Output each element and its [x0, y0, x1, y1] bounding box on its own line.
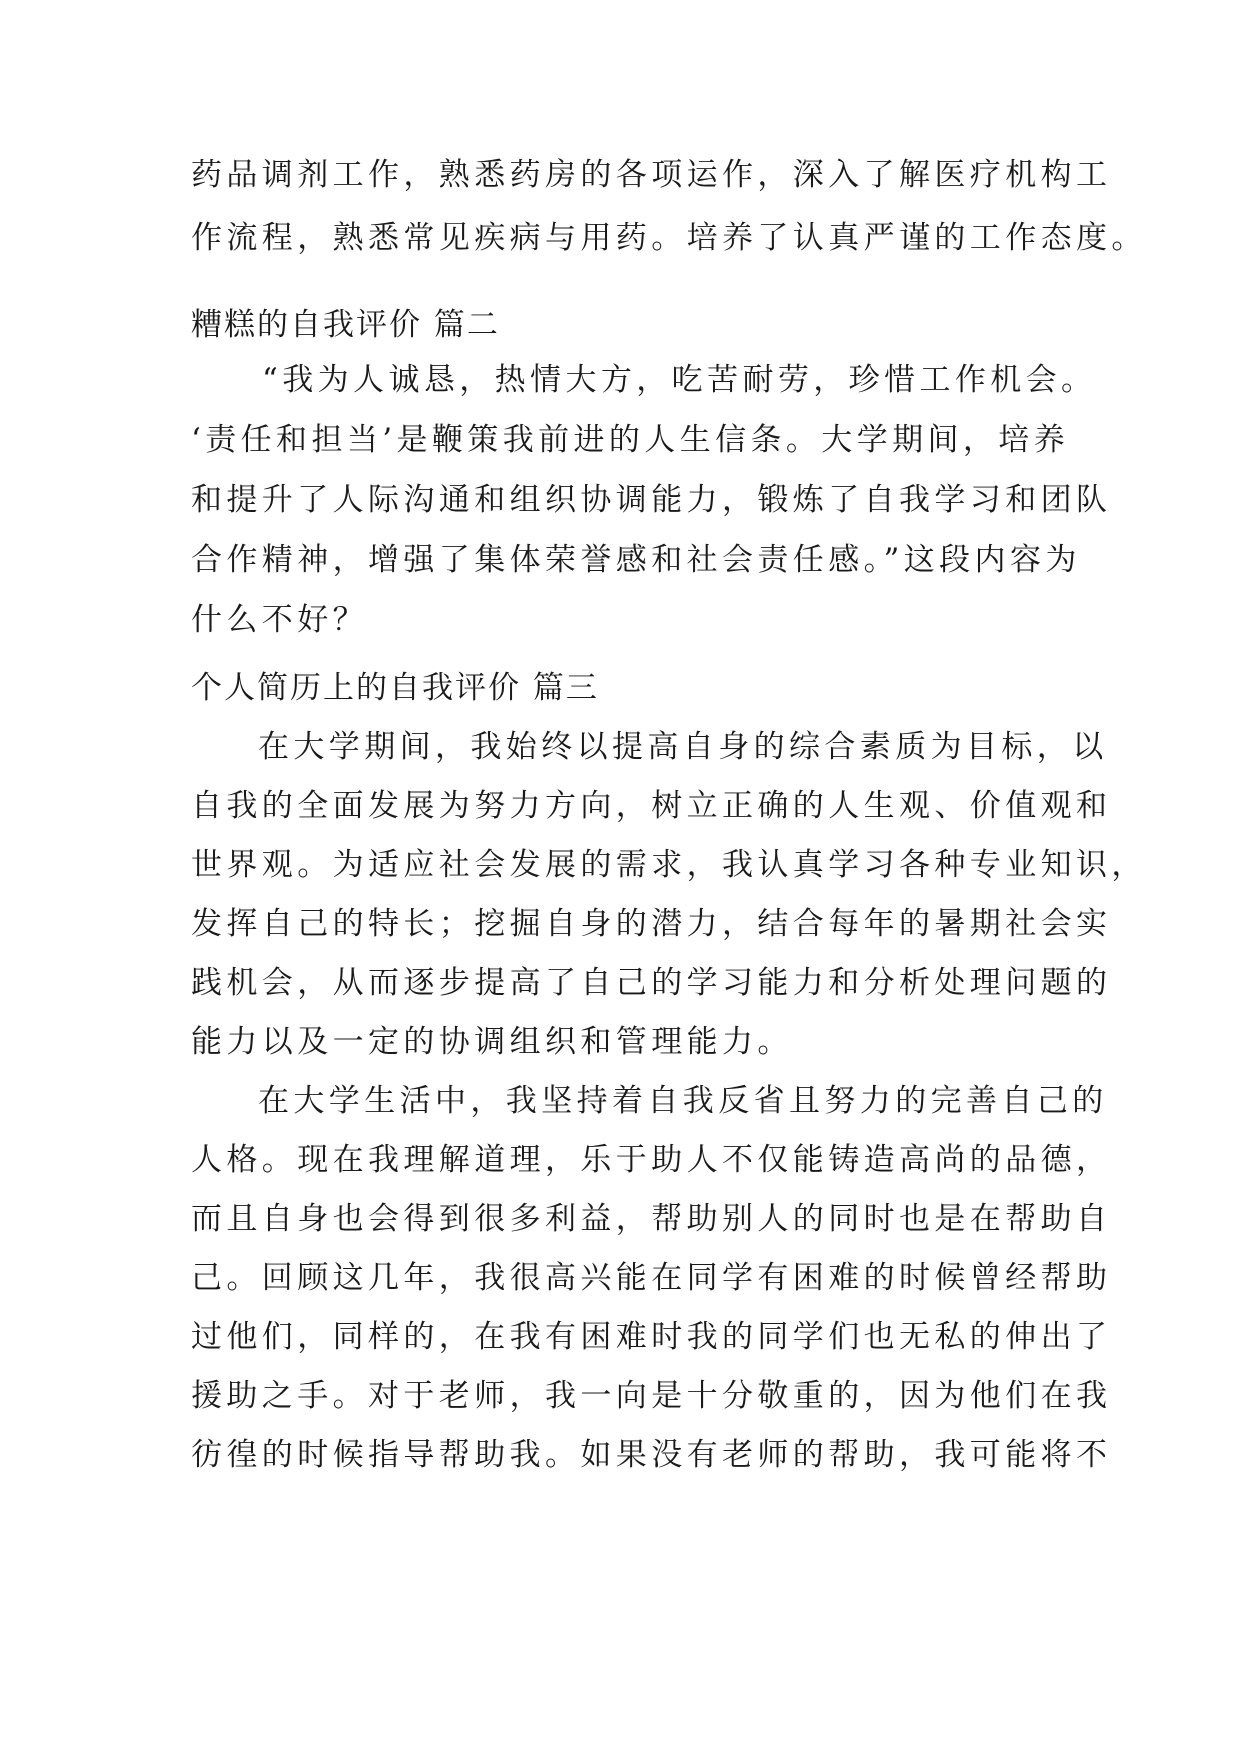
section-heading: 个人简历上的自我评价 篇三	[191, 670, 599, 706]
text-line: 自我的全面发展为努力方向，树立正确的人生观、价值观和	[191, 788, 1112, 824]
text-line: 合作精神，增强了集体荣誉感和社会责任感。”这段内容为	[191, 542, 1081, 578]
text-line: 而且自身也会得到很多利益，帮助别人的同时也是在帮助自	[191, 1201, 1112, 1237]
text-line: 人格。现在我理解道理，乐于助人不仅能铸造高尚的品德，	[191, 1142, 1112, 1178]
text-line: 药品调剂工作，熟悉药房的各项运作，深入了解医疗机构工	[191, 157, 1112, 193]
text-line: 能力以及一定的协调组织和管理能力。	[191, 1024, 793, 1060]
text-line: 在大学生活中，我坚持着自我反省且努力的完善自己的	[258, 1083, 1108, 1119]
text-line: 过他们，同样的，在我有困难时我的同学们也无私的伸出了	[191, 1319, 1112, 1355]
section-heading: 糟糕的自我评价 篇二	[191, 307, 500, 343]
text-line: 援助之手。对于老师，我一向是十分敬重的，因为他们在我	[191, 1378, 1112, 1414]
text-line: 践机会，从而逐步提高了自己的学习能力和分析处理问题的	[191, 965, 1112, 1001]
text-line: 和提升了人际沟通和组织协调能力，锻炼了自我学习和团队	[191, 482, 1112, 518]
text-line: 发挥自己的特长；挖掘自身的潜力，结合每年的暑期社会实	[191, 906, 1112, 942]
text-line: 彷徨的时候指导帮助我。如果没有老师的帮助，我可能将不	[191, 1437, 1112, 1473]
text-line: 什么不好？	[191, 602, 368, 638]
text-line: ‘责任和担当’是鞭策我前进的人生信条。大学期间，培养	[191, 422, 1070, 458]
text-line: 世界观。为适应社会发展的需求，我认真学习各种专业知识，	[191, 847, 1147, 883]
text-line: “我为人诚恳，热情大方，吃苦耐劳，珍惜工作机会。	[262, 362, 1097, 398]
text-line: 在大学期间，我始终以提高自身的综合素质为目标，以	[258, 729, 1108, 765]
text-line: 作流程，熟悉常见疾病与用药。培养了认真严谨的工作态度。	[191, 220, 1147, 256]
text-line: 己。回顾这几年，我很高兴能在同学有困难的时候曾经帮助	[191, 1260, 1112, 1296]
